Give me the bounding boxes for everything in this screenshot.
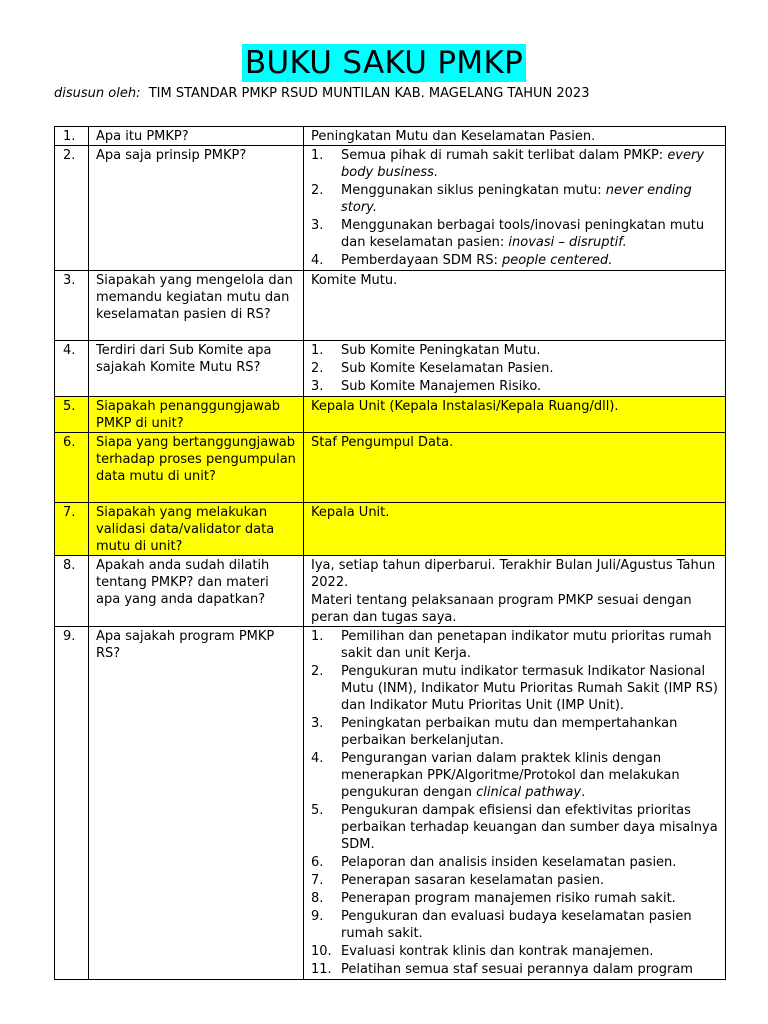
list-item-text-plain: Evaluasi kontrak klinis dan kontrak manajemen. — [341, 944, 654, 959]
question-cell: Apakah anda sudah dilatih tentang PMKP? dan materi apa yang anda dapatkan? — [89, 556, 304, 627]
list-item-text-plain: Pelatihan semua staf sesuai perannya dalam program — [341, 962, 693, 977]
list-item-text-plain: Pemilihan dan penetapan indikator mutu prioritas rumah sakit dan unit Kerja. — [341, 629, 712, 661]
question-cell: Siapakah yang mengelola dan memandu kegiatan mutu dan keselamatan pasien di RS? — [89, 271, 304, 341]
list-item — [311, 872, 718, 889]
list-item — [311, 854, 718, 871]
list-item-text — [341, 854, 718, 871]
list-item-text — [341, 715, 718, 749]
list-item-text — [341, 147, 718, 181]
list-item-text — [341, 663, 718, 714]
document-subtitle — [54, 86, 589, 101]
list-item — [311, 147, 718, 181]
list-item-text-plain: Menggunakan berbagai tools/inovasi peningkatan mutu dan keselamatan pasien: — [341, 218, 705, 250]
list-item-number: 11. — [311, 962, 332, 977]
list-item-text-plain: Pengukuran dan evaluasi budaya keselamatan pasien rumah sakit. — [341, 909, 692, 941]
qa-table — [54, 126, 726, 980]
row-number: 6. — [55, 433, 89, 503]
list-item — [311, 715, 718, 749]
list-item-text — [341, 961, 718, 978]
list-item-text-plain: Pengukuran mutu indikator termasuk Indikator Nasional Mutu (INM), Indikator Mutu Prioritas Rumah Sakit (IMP RS) dan Indikator Mutu Prioritas Unit (IMP Unit). — [341, 664, 718, 713]
list-item — [311, 217, 718, 251]
list-item-number: 3. — [311, 716, 324, 731]
list-item-text — [341, 890, 718, 907]
list-item-number: 2. — [311, 664, 324, 679]
table-row-highlighted — [55, 433, 726, 503]
list-item-text-plain: Pelaporan dan analisis insiden keselamatan pasien. — [341, 855, 677, 870]
list-item — [311, 360, 718, 377]
table-row — [55, 341, 726, 397]
list-item-text-plain: Penerapan sasaran keselamatan pasien. — [341, 873, 605, 888]
list-item-number: 2. — [311, 361, 324, 376]
list-item — [311, 378, 718, 395]
list-item-text — [341, 802, 718, 853]
list-item — [311, 252, 718, 269]
list-item-text-plain: Sub Komite Peningkatan Mutu. — [341, 343, 541, 358]
list-item-text-italic: clinical pathway — [476, 785, 582, 800]
list-item-text-plain: Pemberdayaan SDM RS: — [341, 253, 503, 268]
list-item-text — [341, 628, 718, 662]
document-title: BUKU SAKU PMKP — [242, 44, 526, 82]
answer-cell: Staf Pengumpul Data. — [304, 433, 726, 503]
answer-list — [311, 147, 718, 269]
list-item-text-italic: inovasi – disruptif. — [508, 235, 627, 250]
subtitle-lead: disusun oleh: — [54, 86, 141, 101]
question-cell: Terdiri dari Sub Komite apa sajakah Komite Mutu RS? — [89, 341, 304, 397]
list-item-text — [341, 872, 718, 889]
question-cell: Apa itu PMKP? — [89, 127, 304, 146]
row-number: 8. — [55, 556, 89, 627]
answer-cell: Kepala Unit. — [304, 503, 726, 556]
list-item-number: 4. — [311, 253, 324, 268]
answer-cell — [304, 627, 726, 980]
list-item — [311, 750, 718, 801]
list-item — [311, 890, 718, 907]
list-item — [311, 663, 718, 714]
list-item-number: 1. — [311, 343, 324, 358]
table-row — [55, 627, 726, 980]
list-item-text — [341, 342, 718, 359]
answer-list — [311, 342, 718, 395]
table-row — [55, 127, 726, 146]
row-number: 9. — [55, 627, 89, 980]
table-row-highlighted — [55, 397, 726, 433]
answer-paragraph: Iya, setiap tahun diperbarui. Terakhir Bulan Juli/Agustus Tahun 2022. — [311, 558, 716, 590]
row-number: 1. — [55, 127, 89, 146]
list-item-text-plain: Menggunakan siklus peningkatan mutu: — [341, 183, 606, 198]
list-item-number: 3. — [311, 379, 324, 394]
list-item-number: 8. — [311, 891, 324, 906]
row-number: 7. — [55, 503, 89, 556]
list-item-text-plain: Pengurangan varian dalam praktek klinis dengan menerapkan PPK/Algoritme/Protokol dan melakukan pengukuran dengan — [341, 751, 680, 800]
list-item-text-plain: Semua pihak di rumah sakit terlibat dalam PMKP: — [341, 148, 668, 163]
answer-paragraph: Materi tentang pelaksanaan program PMKP sesuai dengan peran dan tugas saya. — [311, 593, 692, 625]
answer-cell: Komite Mutu. — [304, 271, 726, 341]
list-item — [311, 628, 718, 662]
list-item-text — [341, 943, 718, 960]
list-item-text-italic: people centered. — [502, 253, 613, 268]
list-item-number: 6. — [311, 855, 324, 870]
answer-cell: Kepala Unit (Kepala Instalasi/Kepala Ruang/dll). — [304, 397, 726, 433]
list-item — [311, 908, 718, 942]
list-item-number: 7. — [311, 873, 324, 888]
list-item-text-plain: Peningkatan perbaikan mutu dan mempertahankan perbaikan berkelanjutan. — [341, 716, 678, 748]
answer-cell — [304, 146, 726, 271]
table-row — [55, 271, 726, 341]
list-item-number: 1. — [311, 148, 324, 163]
list-item-text-plain: Sub Komite Manajemen Risiko. — [341, 379, 542, 394]
question-cell: Apa saja prinsip PMKP? — [89, 146, 304, 271]
list-item-text-italic: never ending story. — [341, 183, 692, 215]
list-item-number: 4. — [311, 751, 324, 766]
list-item-text — [341, 252, 718, 269]
list-item-number: 3. — [311, 218, 324, 233]
list-item-number: 5. — [311, 803, 324, 818]
subtitle-author: TIM STANDAR PMKP RSUD MUNTILAN KAB. MAGELANG TAHUN 2023 — [148, 86, 590, 101]
list-item-number: 1. — [311, 629, 324, 644]
list-item — [311, 943, 718, 960]
row-number: 4. — [55, 341, 89, 397]
list-item-text-italic: every body business. — [341, 148, 705, 180]
title-wrap — [0, 44, 768, 82]
question-cell: Siapakah penanggungjawab PMKP di unit? — [89, 397, 304, 433]
list-item-text — [341, 217, 718, 251]
list-item-text-plain: Sub Komite Keselamatan Pasien. — [341, 361, 554, 376]
list-item-number: 9. — [311, 909, 324, 924]
list-item-text-plain: . — [581, 785, 586, 800]
list-item-text-plain: Penerapan program manajemen risiko rumah sakit. — [341, 891, 676, 906]
list-item-text — [341, 908, 718, 942]
row-number: 3. — [55, 271, 89, 341]
list-item-text — [341, 360, 718, 377]
list-item-text — [341, 750, 718, 801]
question-cell: Siapa yang bertanggungjawab terhadap proses pengumpulan data mutu di unit? — [89, 433, 304, 503]
list-item-text-plain: Pengukuran dampak efisiensi dan efektivitas prioritas perbaikan terhadap keuangan dan sumber daya misalnya SDM. — [341, 803, 718, 852]
answer-cell — [304, 556, 726, 627]
table-row — [55, 146, 726, 271]
table-row — [55, 556, 726, 627]
list-item — [311, 802, 718, 853]
answer-cell: Peningkatan Mutu dan Keselamatan Pasien. — [304, 127, 726, 146]
row-number: 2. — [55, 146, 89, 271]
table-row-highlighted — [55, 503, 726, 556]
row-number: 5. — [55, 397, 89, 433]
list-item-text — [341, 378, 718, 395]
question-cell: Siapakah yang melakukan validasi data/validator data mutu di unit? — [89, 503, 304, 556]
answer-cell — [304, 341, 726, 397]
list-item — [311, 342, 718, 359]
list-item — [311, 961, 718, 978]
answer-list — [311, 628, 718, 978]
list-item-number: 10. — [311, 944, 332, 959]
list-item — [311, 182, 718, 216]
question-cell: Apa sajakah program PMKP RS? — [89, 627, 304, 980]
list-item-number: 2. — [311, 183, 324, 198]
list-item-text — [341, 182, 718, 216]
